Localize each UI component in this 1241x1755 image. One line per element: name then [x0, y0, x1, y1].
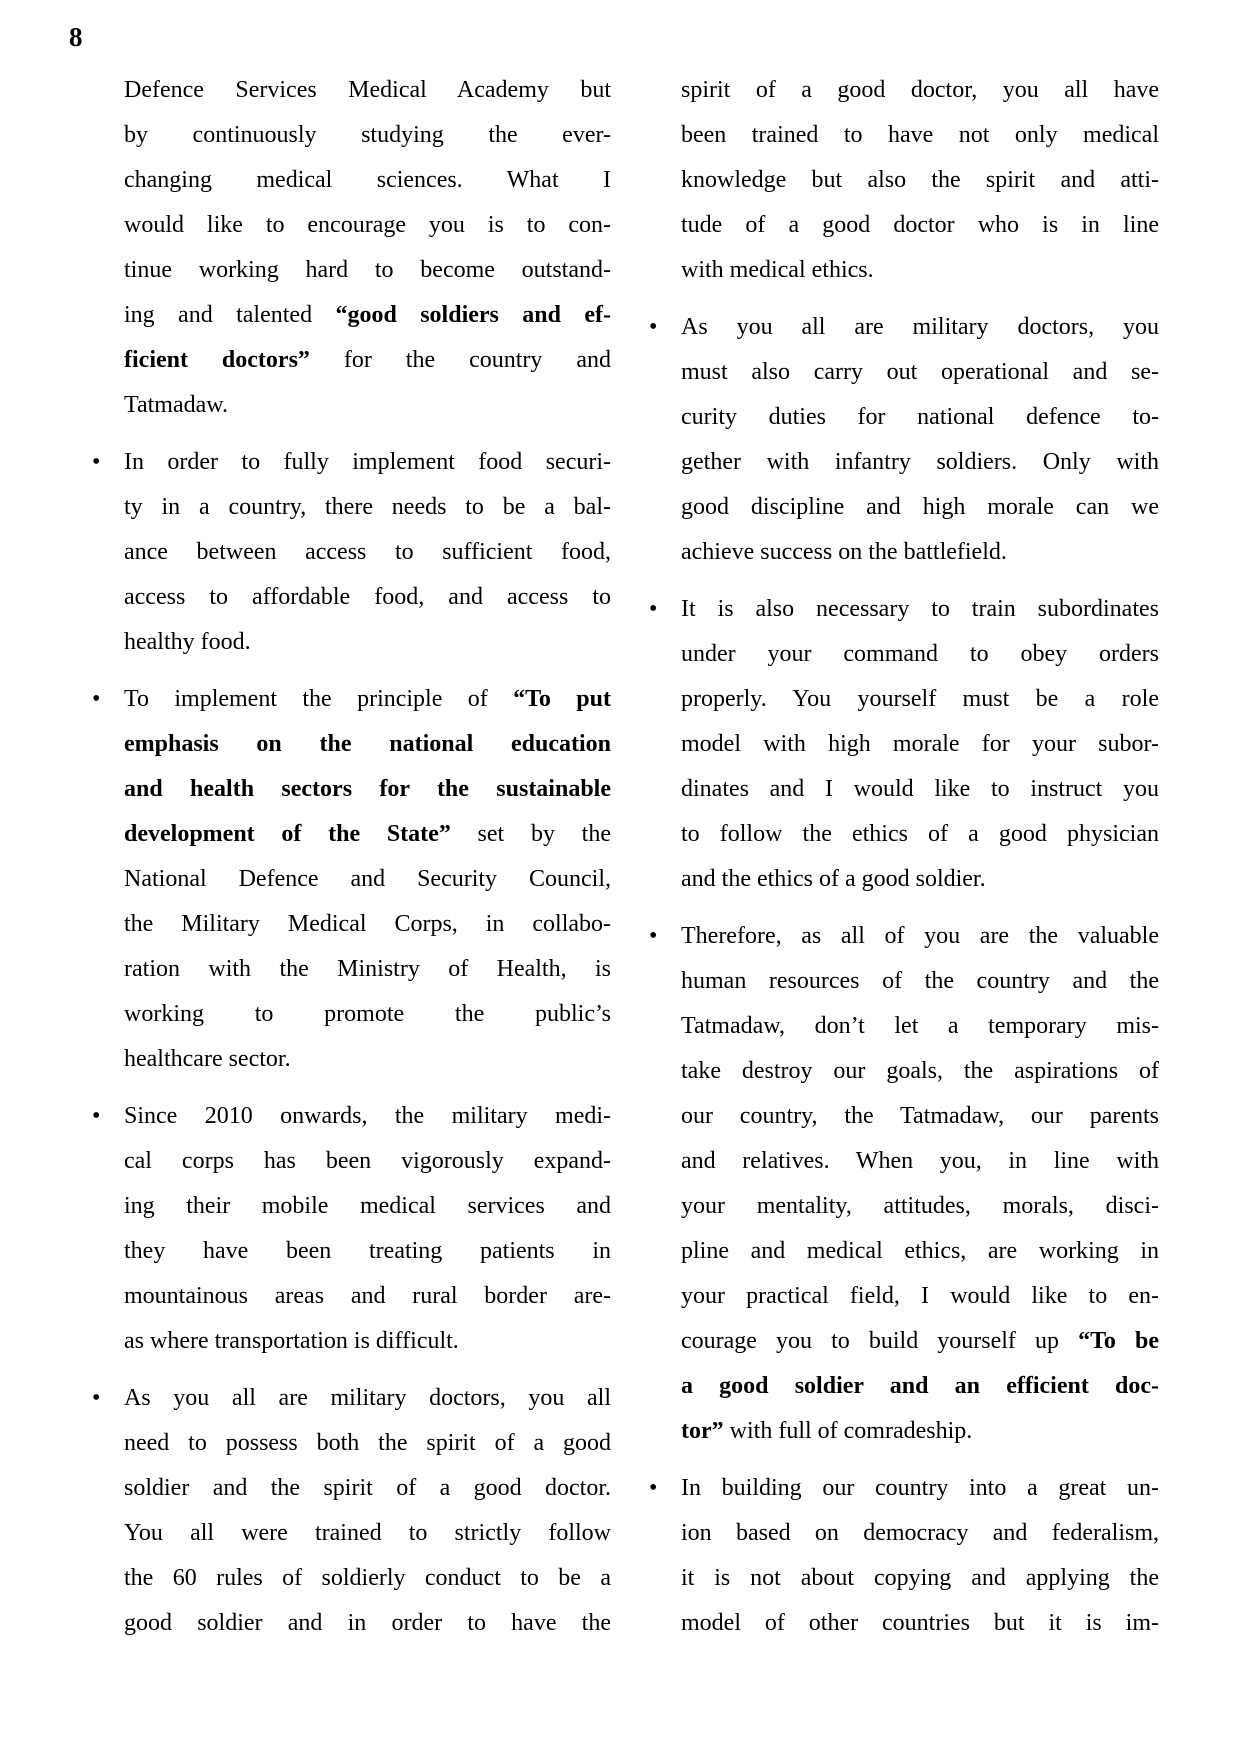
- bullet-marker: •: [649, 314, 658, 340]
- bullet-marker: •: [649, 1475, 658, 1501]
- text-line: [124, 530, 611, 575]
- text-segment: your mentality, attitudes, morals, disci-: [681, 1193, 1159, 1219]
- text-segment: human resources of the country and the: [681, 968, 1159, 994]
- bold-text-segment: “To be: [1078, 1328, 1159, 1354]
- text-line: [681, 1466, 1159, 1511]
- text-segment: healthy food.: [124, 629, 251, 655]
- text-segment: In order to fully implement food securi-: [124, 449, 611, 475]
- text-segment: as where transportation is difficult.: [124, 1328, 459, 1354]
- text-segment: the 60 rules of soldierly conduct to be a: [124, 1565, 611, 1591]
- text-line: [681, 1094, 1159, 1139]
- text-line: [681, 1409, 1159, 1454]
- text-segment: take destroy our goals, the aspirations of: [681, 1058, 1159, 1084]
- bullet-marker: •: [92, 449, 101, 475]
- text-segment: Therefore, as all of you are the valuable: [681, 923, 1159, 949]
- text-line: [681, 1274, 1159, 1319]
- text-line: [124, 248, 611, 293]
- text-line: [124, 485, 611, 530]
- text-line: [124, 677, 611, 722]
- text-segment: It is also necessary to train subordinates: [681, 596, 1159, 622]
- text-line: [124, 620, 611, 665]
- text-line: [681, 1364, 1159, 1409]
- text-line: [124, 1556, 611, 1601]
- text-segment: mountainous areas and rural border are-: [124, 1283, 611, 1309]
- text-line: [124, 992, 611, 1037]
- text-segment: set by the: [450, 821, 612, 847]
- bold-text-segment: “To put: [513, 686, 611, 712]
- text-segment: Tatmadaw, don’t let a temporary mis-: [681, 1013, 1159, 1039]
- bullet-marker: •: [92, 1103, 101, 1129]
- text-segment: tinue working hard to become outstand-: [124, 257, 611, 283]
- text-segment: properly. You yourself must be a role: [681, 686, 1159, 712]
- text-segment: gether with infantry soldiers. Only with: [681, 449, 1159, 475]
- text-segment: ration with the Ministry of Health, is: [124, 956, 611, 982]
- text-line: [681, 248, 1159, 293]
- text-segment: tude of a good doctor who is in line: [681, 212, 1159, 238]
- bullet-marker: •: [649, 923, 658, 949]
- text-segment: cal corps has been vigorously expand-: [124, 1148, 611, 1174]
- bullet-paragraph: [92, 1094, 611, 1364]
- text-segment: your practical field, I would like to en-: [681, 1283, 1159, 1309]
- bullet-paragraph: [649, 914, 1159, 1454]
- text-segment: ing and talented: [124, 302, 336, 328]
- text-segment: Tatmadaw.: [124, 392, 229, 418]
- text-line: [124, 1319, 611, 1364]
- text-segment: courage you to build yourself up: [681, 1328, 1079, 1354]
- text-line: [124, 1139, 611, 1184]
- text-segment: changing medical sciences. What I: [124, 167, 611, 193]
- text-segment: and relatives. When you, in line with: [681, 1148, 1159, 1174]
- bullet-marker: •: [649, 596, 658, 622]
- text-line: [124, 1511, 611, 1556]
- text-line: [681, 203, 1159, 248]
- text-segment: with medical ethics.: [681, 257, 874, 283]
- text-segment: the Military Medical Corps, in collabo-: [124, 911, 611, 937]
- text-line: [681, 158, 1159, 203]
- text-line: [124, 1274, 611, 1319]
- text-line: [124, 1229, 611, 1274]
- bullet-paragraph: [92, 677, 612, 1082]
- text-line: [681, 1601, 1159, 1646]
- text-line: [124, 767, 611, 812]
- text-segment: As you all are military doctors, you all: [124, 1385, 611, 1411]
- text-line: [681, 1049, 1159, 1094]
- bold-text-segment: and health sectors for the sustainable: [124, 776, 611, 802]
- text-segment: In building our country into a great un-: [681, 1475, 1159, 1501]
- paragraph: [124, 68, 611, 428]
- text-line: [124, 1376, 611, 1421]
- text-line: [124, 575, 611, 620]
- text-line: [681, 914, 1159, 959]
- text-line: [124, 1094, 611, 1139]
- text-line: [681, 68, 1159, 113]
- text-segment: pline and medical ethics, are working in: [681, 1238, 1159, 1264]
- bold-text-segment: “good soldiers and ef-: [335, 302, 611, 328]
- text-segment: need to possess both the spirit of a good: [124, 1430, 611, 1456]
- text-line: [124, 857, 611, 902]
- bullet-paragraph: [649, 305, 1159, 575]
- text-segment: ance between access to sufficient food,: [124, 539, 611, 565]
- text-segment: As you all are military doctors, you: [681, 314, 1159, 340]
- text-segment: model of other countries but it is im-: [681, 1610, 1159, 1636]
- page-number: 8: [69, 22, 83, 52]
- text-line: [124, 68, 611, 113]
- text-segment: with full of comradeship.: [723, 1418, 973, 1444]
- text-line: [124, 1466, 611, 1511]
- text-line: [681, 1556, 1159, 1601]
- text-line: [681, 305, 1159, 350]
- text-segment: to follow the ethics of a good physician: [681, 821, 1159, 847]
- text-line: [681, 767, 1159, 812]
- text-segment: curity duties for national defence to-: [681, 404, 1159, 430]
- text-line: [681, 530, 1159, 575]
- text-line: [124, 158, 611, 203]
- text-line: [681, 1184, 1159, 1229]
- text-segment: achieve success on the battlefield.: [681, 539, 1007, 565]
- text-segment: working to promote the public’s: [124, 1001, 611, 1027]
- text-line: [124, 440, 611, 485]
- text-segment: they have been treating patients in: [124, 1238, 611, 1264]
- bullet-paragraph: [92, 1376, 611, 1646]
- bold-text-segment: a good soldier and an efficient doc-: [681, 1373, 1159, 1399]
- text-line: [681, 1004, 1159, 1049]
- bold-text-segment: development of the State”: [124, 821, 451, 847]
- text-segment: been trained to have not only medical: [681, 122, 1159, 148]
- text-segment: To implement the principle of: [124, 686, 514, 712]
- bullet-paragraph: [649, 1466, 1159, 1646]
- text-segment: dinates and I would like to instruct you: [681, 776, 1159, 802]
- text-segment: ing their mobile medical services and: [124, 1193, 611, 1219]
- text-line: [681, 959, 1159, 1004]
- text-line: [124, 722, 611, 767]
- text-segment: You all were trained to strictly follow: [124, 1520, 611, 1546]
- text-line: [681, 1319, 1159, 1364]
- text-line: [124, 203, 611, 248]
- text-line: [681, 857, 1159, 902]
- text-line: [681, 1511, 1159, 1556]
- text-segment: by continuously studying the ever-: [124, 122, 611, 148]
- bold-text-segment: ficient doctors”: [124, 347, 310, 373]
- text-line: [124, 1037, 611, 1082]
- text-segment: National Defence and Security Council,: [124, 866, 611, 892]
- text-segment: our country, the Tatmadaw, our parents: [681, 1103, 1159, 1129]
- right-column: [649, 68, 1159, 1646]
- bullet-paragraph: [92, 440, 611, 665]
- paragraph: [681, 68, 1159, 293]
- text-line: [124, 383, 611, 428]
- text-line: [681, 812, 1159, 857]
- text-line: [124, 1601, 611, 1646]
- text-segment: it is not about copying and applying the: [681, 1565, 1159, 1591]
- text-segment: under your command to obey orders: [681, 641, 1159, 667]
- text-segment: and the ethics of a good soldier.: [681, 866, 986, 892]
- bold-text-segment: emphasis on the national education: [124, 731, 611, 757]
- text-line: [681, 113, 1159, 158]
- text-line: [681, 587, 1159, 632]
- text-segment: ion based on democracy and federalism,: [681, 1520, 1159, 1546]
- text-line: [124, 947, 611, 992]
- text-segment: Since 2010 onwards, the military medi-: [124, 1103, 611, 1129]
- text-line: [681, 1139, 1159, 1184]
- text-segment: good soldier and in order to have the: [124, 1610, 611, 1636]
- text-segment: spirit of a good doctor, you all have: [681, 77, 1159, 103]
- text-line: [681, 350, 1159, 395]
- text-segment: good discipline and high morale can we: [681, 494, 1159, 520]
- text-line: [124, 338, 611, 383]
- text-line: [681, 722, 1159, 767]
- text-segment: model with high morale for your subor-: [681, 731, 1159, 757]
- text-line: [681, 440, 1159, 485]
- left-column: [92, 68, 612, 1646]
- text-segment: knowledge but also the spirit and atti-: [681, 167, 1159, 193]
- text-segment: soldier and the spirit of a good doctor.: [124, 1475, 611, 1501]
- text-line: [124, 113, 611, 158]
- bold-text-segment: tor”: [681, 1418, 724, 1444]
- text-segment: access to affordable food, and access to: [124, 584, 611, 610]
- text-line: [681, 677, 1159, 722]
- text-line: [681, 1229, 1159, 1274]
- text-line: [124, 1184, 611, 1229]
- text-line: [681, 632, 1159, 677]
- text-line: [681, 485, 1159, 530]
- text-line: [124, 293, 611, 338]
- text-line: [124, 1421, 611, 1466]
- text-line: [124, 812, 611, 857]
- text-segment: would like to encourage you is to con-: [124, 212, 611, 238]
- text-segment: for the country and: [309, 347, 611, 373]
- bullet-marker: •: [92, 1385, 101, 1411]
- text-segment: Defence Services Medical Academy but: [124, 77, 611, 103]
- text-segment: healthcare sector.: [124, 1046, 291, 1072]
- text-line: [681, 395, 1159, 440]
- text-segment: ty in a country, there needs to be a bal-: [124, 494, 611, 520]
- text-line: [124, 902, 611, 947]
- bullet-paragraph: [649, 587, 1159, 902]
- text-segment: must also carry out operational and se-: [681, 359, 1159, 385]
- bullet-marker: •: [92, 686, 101, 712]
